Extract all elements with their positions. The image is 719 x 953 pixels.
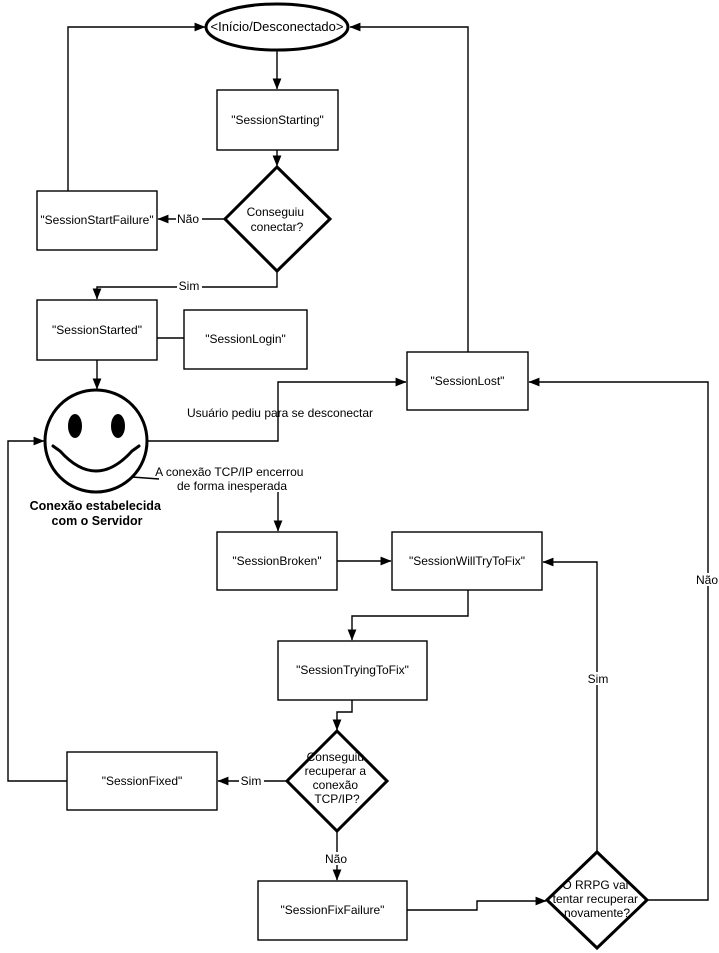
edge-label-yes-recover (239, 774, 264, 788)
node-decision-will-retry (547, 852, 647, 948)
edge-label-text: Sim (240, 774, 262, 788)
session-broken-label: "SessionBroken" (232, 554, 322, 568)
edge-tryingtofix-to-decisionrecover (337, 700, 352, 730)
edge-label-text: Sim (178, 279, 200, 293)
edge-retry-yes-to-willtryfix (543, 562, 597, 852)
smiley-face-icon (45, 390, 147, 492)
session-start-failure-label: "SessionStartFailure" (40, 213, 154, 227)
session-lost-label: "SessionLost" (430, 374, 505, 388)
decision-connect-label: Conseguiu conectar? (246, 205, 305, 234)
edge-label-text: Não (176, 212, 200, 226)
node-session-broken (217, 532, 337, 590)
node-session-fix-failure (258, 881, 407, 940)
session-starting-label: "SessionStarting" (231, 113, 324, 127)
edge-label-tcp-unexpected: A conexão TCP/IP encerrou de forma inesperada (155, 465, 304, 493)
node-start-disconnected (206, 4, 348, 50)
session-will-try-to-fix-label: "SessionWillTryToFix" (408, 554, 526, 568)
session-trying-to-fix-label: "SessionTryingToFix" (296, 663, 409, 677)
decision-retry-label: O RRPG vai tentar recuperar novamente? (552, 878, 639, 920)
node-session-fixed (67, 752, 217, 810)
edge-label-text: Não (324, 852, 348, 866)
edge-label-text: Sim (587, 672, 609, 686)
edge-label-text: Não (695, 573, 719, 587)
node-connected-state (30, 390, 165, 528)
edge-label-no-connect (176, 212, 202, 226)
session-started-label: "SessionStarted" (52, 323, 142, 337)
node-session-lost (407, 352, 528, 410)
session-login-label: "SessionLogin" (205, 332, 286, 346)
edge-sessionfixed-to-connected (8, 441, 67, 781)
node-session-login (184, 310, 307, 369)
connected-caption: Conexão estabelecida com o Servidor (29, 499, 161, 528)
session-fixed-label: "SessionFixed" (101, 774, 183, 788)
edge-retry-no-to-sessionlost (529, 382, 708, 900)
node-decision-could-connect (225, 167, 330, 271)
node-session-started (37, 300, 157, 360)
decision-recover-label: Conseguiu recuperar a conexão TCP/IP? (304, 750, 367, 806)
edge-willtryfix-to-tryingtofix (352, 590, 468, 640)
session-fix-failure-label: "SessionFixFailure" (280, 903, 385, 917)
node-session-starting (217, 90, 338, 150)
edge-label-yes-connect (177, 279, 202, 293)
edge-label-no-recover (323, 852, 350, 866)
edge-fixfailure-to-decisionretry (407, 901, 546, 910)
smiley-left-eye-icon (68, 414, 82, 438)
edge-sessionlost-to-start (350, 27, 468, 352)
edge-startfailure-to-start (68, 27, 205, 191)
edge-label-no-retry (693, 573, 719, 587)
node-decision-could-recover (287, 731, 387, 831)
smiley-right-eye-icon (111, 414, 125, 438)
edge-label-user-disconnect: Usuário pediu para se desconectar (186, 406, 374, 420)
node-session-start-failure (37, 191, 157, 250)
edge-label-yes-retry (585, 672, 611, 686)
start-label: <Início/Desconectado> (210, 19, 344, 34)
decision-connect-diamond (225, 167, 330, 271)
node-session-trying-to-fix (278, 641, 427, 700)
node-session-will-try-to-fix (392, 532, 542, 590)
